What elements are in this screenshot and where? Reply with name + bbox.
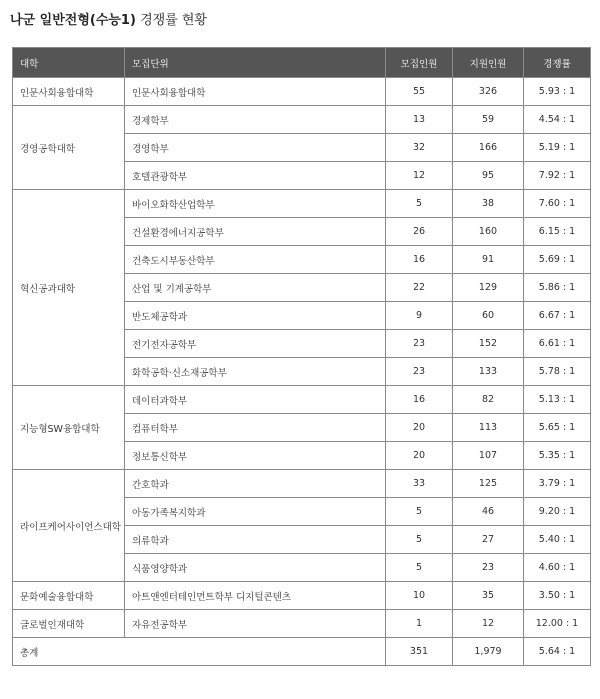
applicants-cell: 152: [453, 330, 524, 358]
ratio-cell: 5.86 : 1: [524, 274, 591, 302]
unit-cell: 반도체공학과: [125, 302, 386, 330]
quota-cell: 20: [386, 414, 453, 442]
page-title: [10, 9, 207, 28]
ratio-cell: 12.00 : 1: [524, 610, 591, 638]
college-cell: 인문사회융합대학: [13, 78, 125, 106]
college-cell: 글로벌인재대학: [13, 610, 125, 638]
unit-cell: 아동가족복지학과: [125, 498, 386, 526]
unit-cell: 경제학부: [125, 106, 386, 134]
competition-rate-table: [12, 47, 591, 666]
table-header-row: [13, 48, 591, 78]
applicants-cell: 166: [453, 134, 524, 162]
unit-cell: 바이오화학산업학부: [125, 190, 386, 218]
total-row: [13, 638, 591, 666]
header-college: 대학: [13, 48, 125, 78]
applicants-cell: 23: [453, 554, 524, 582]
unit-cell: 컴퓨터학부: [125, 414, 386, 442]
quota-cell: 1: [386, 610, 453, 638]
ratio-cell: 5.93 : 1: [524, 78, 591, 106]
unit-cell: 화학공학·신소재공학부: [125, 358, 386, 386]
applicants-cell: 35: [453, 582, 524, 610]
quota-cell: 23: [386, 358, 453, 386]
quota-cell: 26: [386, 218, 453, 246]
applicants-cell: 38: [453, 190, 524, 218]
applicants-cell: 160: [453, 218, 524, 246]
quota-cell: 23: [386, 330, 453, 358]
quota-cell: 10: [386, 582, 453, 610]
quota-cell: 5: [386, 554, 453, 582]
total-quota: 351: [386, 638, 453, 666]
quota-cell: 33: [386, 470, 453, 498]
applicants-cell: 125: [453, 470, 524, 498]
total-label: 총계: [13, 638, 386, 666]
ratio-cell: 3.79 : 1: [524, 470, 591, 498]
header-quota: 모집인원: [386, 48, 453, 78]
unit-cell: 건축도시부동산학부: [125, 246, 386, 274]
page-title-normal: 경쟁률 현황: [140, 13, 207, 28]
college-cell: 문화예술융합대학: [13, 582, 125, 610]
quota-cell: 16: [386, 386, 453, 414]
ratio-cell: 5.35 : 1: [524, 442, 591, 470]
quota-cell: 16: [386, 246, 453, 274]
ratio-cell: 5.19 : 1: [524, 134, 591, 162]
ratio-cell: 6.15 : 1: [524, 218, 591, 246]
unit-cell: 정보통신학부: [125, 442, 386, 470]
ratio-cell: 5.40 : 1: [524, 526, 591, 554]
quota-cell: 13: [386, 106, 453, 134]
header-unit: 모집단위: [125, 48, 386, 78]
unit-cell: 식품영양학과: [125, 554, 386, 582]
college-cell: 혁신공과대학: [13, 190, 125, 386]
ratio-cell: 5.78 : 1: [524, 358, 591, 386]
table-row: [13, 470, 591, 498]
unit-cell: 의류학과: [125, 526, 386, 554]
quota-cell: 55: [386, 78, 453, 106]
applicants-cell: 46: [453, 498, 524, 526]
ratio-cell: 5.13 : 1: [524, 386, 591, 414]
ratio-cell: 5.69 : 1: [524, 246, 591, 274]
unit-cell: 자유전공학부: [125, 610, 386, 638]
quota-cell: 20: [386, 442, 453, 470]
ratio-cell: 7.60 : 1: [524, 190, 591, 218]
quota-cell: 12: [386, 162, 453, 190]
applicants-cell: 113: [453, 414, 524, 442]
ratio-cell: 4.60 : 1: [524, 554, 591, 582]
unit-cell: 아트앤엔터테인먼트학부 디지털콘텐츠: [125, 582, 386, 610]
applicants-cell: 91: [453, 246, 524, 274]
table-row: [13, 190, 591, 218]
unit-cell: 전기전자공학부: [125, 330, 386, 358]
total-ratio: 5.64 : 1: [524, 638, 591, 666]
quota-cell: 5: [386, 526, 453, 554]
unit-cell: 간호학과: [125, 470, 386, 498]
quota-cell: 9: [386, 302, 453, 330]
quota-cell: 32: [386, 134, 453, 162]
table-row: [13, 582, 591, 610]
college-cell: 지능형SW융합대학: [13, 386, 125, 470]
quota-cell: 5: [386, 498, 453, 526]
applicants-cell: 60: [453, 302, 524, 330]
unit-cell: 데이터과학부: [125, 386, 386, 414]
college-cell: 라이프케어사이언스대학: [13, 470, 125, 582]
unit-cell: 경영학부: [125, 134, 386, 162]
applicants-cell: 107: [453, 442, 524, 470]
table-row: [13, 78, 591, 106]
applicants-cell: 129: [453, 274, 524, 302]
ratio-cell: 6.61 : 1: [524, 330, 591, 358]
quota-cell: 5: [386, 190, 453, 218]
ratio-cell: 5.65 : 1: [524, 414, 591, 442]
unit-cell: 건설환경에너지공학부: [125, 218, 386, 246]
page-title-bold: 나군 일반전형(수능1): [10, 13, 136, 28]
applicants-cell: 59: [453, 106, 524, 134]
unit-cell: 인문사회융합대학: [125, 78, 386, 106]
unit-cell: 산업 및 기계공학부: [125, 274, 386, 302]
ratio-cell: 6.67 : 1: [524, 302, 591, 330]
applicants-cell: 326: [453, 78, 524, 106]
table-row: [13, 386, 591, 414]
ratio-cell: 4.54 : 1: [524, 106, 591, 134]
ratio-cell: 3.50 : 1: [524, 582, 591, 610]
ratio-cell: 9.20 : 1: [524, 498, 591, 526]
total-applicants: 1,979: [453, 638, 524, 666]
applicants-cell: 12: [453, 610, 524, 638]
table-row: [13, 106, 591, 134]
header-ratio: 경쟁률: [524, 48, 591, 78]
applicants-cell: 133: [453, 358, 524, 386]
table-body: [13, 78, 591, 638]
applicants-cell: 95: [453, 162, 524, 190]
table-row: [13, 610, 591, 638]
quota-cell: 22: [386, 274, 453, 302]
college-cell: 경영공학대학: [13, 106, 125, 190]
applicants-cell: 82: [453, 386, 524, 414]
applicants-cell: 27: [453, 526, 524, 554]
unit-cell: 호텔관광학부: [125, 162, 386, 190]
ratio-cell: 7.92 : 1: [524, 162, 591, 190]
header-applicants: 지원인원: [453, 48, 524, 78]
